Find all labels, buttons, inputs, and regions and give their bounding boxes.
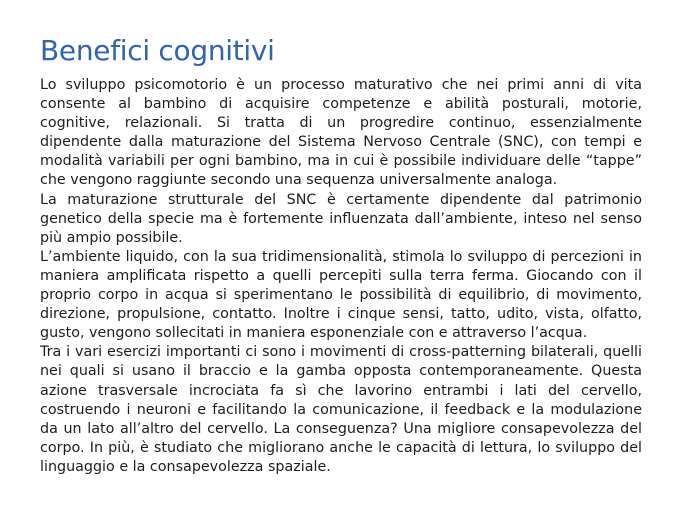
page-title: Benefici cognitivi — [40, 34, 275, 67]
paragraph-maturazione-snc: La maturazione strutturale del SNC è certamente dipendente dal patrimonio genetico della specie ma è fortemente influenzata dall’ambiente, inteso nel senso più ampio possibile. — [40, 191, 642, 246]
paragraph-cross-patterning: Tra i vari esercizi importanti ci sono i movimenti di cross-patterning bilaterali, quelli nei quali si usano il braccio e la gamba opposta contemporaneamente. Questa azione trasversale incrociata fa sì che lavorino entrambi i lati del cervello, costruendo i neuroni e facilitando la comunicazione, il feedback e la modulazione da un lato all’altro del cervello. La conseguenza? Una migliore consapevolezza del corpo. In più, è studiato che migliorano anche le capacità di lettura, lo sviluppo del linguaggio e la consapevolezza spaziale. — [40, 344, 642, 475]
paragraph-sviluppo-psicomotorio: Lo sviluppo psicomotorio è un processo maturativo che nei primi anni di vita consente al bambino di acquisire competenze e abilità posturali, motorie, cognitive, relazionali. Si tratta di un progredire continuo, essenzialmente dipendente dalla maturazione del Sistema Nervoso Centrale (SNC), con tempi e modalità variabili per ogni bambino, ma in cui è possibile individuare delle “tappe” che vengono raggiunte secondo una sequenza universalmente analoga. — [40, 77, 642, 189]
body-text — [40, 76, 642, 477]
paragraph-ambiente-liquido: L’ambiente liquido, con la sua tridimensionalità, stimola lo sviluppo di percezioni in maniera amplificata rispetto a quelli percepiti sulla terra ferma. Giocando con il proprio corpo in acqua si sperimentano le possibilità di equilibrio, di movimento, direzione, propulsione, contatto. Inoltre i cinque sensi, tatto, udito, vista, olfatto, gusto, vengono sollecitati in maniera esponenziale con e attraverso l’acqua. — [40, 248, 642, 342]
